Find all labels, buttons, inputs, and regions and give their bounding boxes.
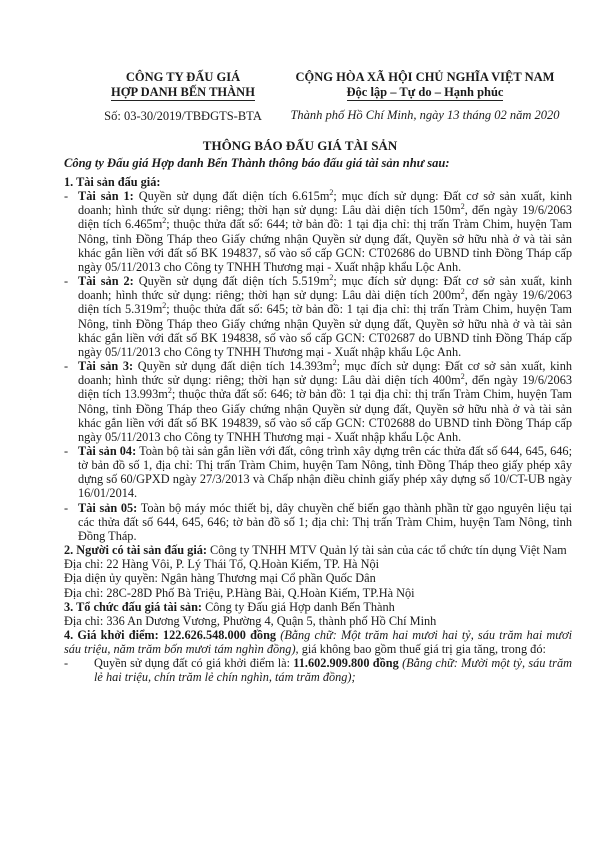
land-price-words: (Bằng chữ: Mười một tỷ, sáu trăm lẻ hai triệu, chín trăm lẻ chín nghìn, tám trăm đồng); [94,656,572,685]
auction-org: Công ty Đấu giá Hợp danh Bến Thành [202,599,395,614]
company-name-line1: CÔNG TY ĐẤU GIÁ [125,70,241,84]
starting-price-words: (Bằng chữ: Một trăm hai mươi hai tỷ, sáu trăm hai mươi sáu triệu, năm trăm bốn mươi tám nghìn đồng), [64,628,572,657]
land-price-item: - Quyền sử dụng đất có giá khởi điểm là: 11.602.909.800 đồng (Bằng chữ: Mười một tỷ, sáu trăm lẻ hai triệu, chín trăm lẻ chín nghìn, tám trăm đồng); [64,656,572,685]
asset-owner: Công ty TNHH MTV Quản lý tài sản của các tổ chức tín dụng Việt Nam [206,543,567,558]
asset-label: Tài sản 04: [78,443,137,458]
section-2-heading: 2. Người có tài sản đấu giá: [64,543,207,558]
national-header [280,70,570,123]
document-intro: Công ty Đấu giá Hợp danh Bến Thành thông báo đấu giá tài sản như sau: [64,156,450,170]
asset-label: Tài sản 05: [78,500,138,515]
owner-representative: Địa diện ủy quyền: Ngân hàng Thương mại Cổ phần Quốc Dân [64,571,376,586]
asset-item-4: - Tài sản 04: Toàn bộ tài sản gắn liền với đất, công trình xây dựng trên các thửa đất số 644, 645, 646; tờ bản đồ số 1, địa chỉ: Thị trấn Tràm Chim, huyện Tam Nông, tỉnh Đồng Tháp theo giấy phép xây dựng số 60/GPXD ngày 27/3/2013 và Chấp nhận điều chỉnh giấy phép xây dựng số 10/CT-UB ngày 16/01/2014. [64,443,572,501]
asset-item-5: - Tài sản 05: Toàn bộ máy móc thiết bị, dây chuyền chế biến gạo thành phần từ gạo nguyên liệu tại các thửa đất số 644, 645, 646; tờ bản đồ số 1; địa chỉ: Thị trấn Tràm Chim, huyện Tam Nông, tỉnh Đồng Tháp. [64,500,572,543]
section-4 [64,628,572,656]
land-price-value: 11.602.909.800 đồng [290,656,399,671]
document-title: THÔNG BÁO ĐẤU GIÁ TÀI SẢN [202,138,398,153]
company-name-line2: HỢP DANH BẾN THÀNH [111,85,255,99]
document-body [64,175,572,685]
section-4-heading: 4. Giá khởi điểm: [64,628,159,642]
section-1-heading: 1. Tài sản đấu giá: [64,175,161,189]
starting-price: 122.626.548.000 đồng [158,628,277,642]
asset-item-1: - Tài sản 1: Quyền sử dụng đất diện tích $6.615m^2$; mục đích sử dụng: Đất cơ sở sản xuất, kinh doanh; hình thức sử dụng: riêng; thời hạn sử dụng: Lâu dài diện tích $150m^2$, đến ngày 19/6/2063 diện tích $6.465m^2$; thuộc thửa đất số: 644; tờ bản đồ: 1 tại địa chỉ: thị trấn Tràm Chim, huyện Tam Nông, tỉnh Đồng Tháp theo Giấy chứng nhận Quyền sử dụng đất, Quyền sở hữu nhà ở và tài sản khác gắn liền với đất số BK 194837, số vào sổ cấp GCN: CT02686 do UBND tỉnh Đồng Tháp cấp ngày 05/11/2013 cho Công ty TNHH Thương mại - Xuất nhập khẩu Lộc Anh. [64,188,573,274]
asset-label: Tài sản 3: [78,359,134,374]
nation-motto: Độc lập – Tự do – Hạnh phúc [346,85,504,99]
document-date: Thành phố Hồ Chí Minh, ngày 13 tháng 02 năm 2020 [290,108,560,122]
section-2 [64,543,572,557]
price-note: giá không bao gồm thuế giá trị gia tăng, trong đó: [298,642,546,657]
owner-address: Địa chỉ: 22 Hàng Vôi, P. Lý Thái Tổ, Q.Hoàn Kiếm, TP. Hà Nội [64,557,380,572]
representative-address: Địa chỉ: 28C-28D Phố Bà Triệu, P.Hàng Bài, Q.Hoàn Kiếm, TP.Hà Nội [64,585,415,600]
asset-label: Tài sản 2: [78,274,134,289]
asset-item-3: - Tài sản 3: Quyền sử dụng đất diện tích $14.393m^2$; mục đích sử dụng: Đất cơ sở sản xuất, kinh doanh; hình thức sử dụng: riêng; thời hạn sử dụng: Lâu dài diện tích $400m^2$, đến ngày 19/6/2063 diện tích $13.993m^2$; thuộc thửa đất số: 646; tờ bản đồ: 1 tại địa chỉ: thị trấn Tràm Chim, huyện Tam Nông, tỉnh Đồng Tháp theo Giấy chứng nhận Quyền sử dụng đất, Quyền sở hữu nhà ở và tài sản khác gắn liền với đất số BK 194839, số vào sổ cấp GCN: CT02688 do UBND tỉnh Đồng Tháp cấp ngày 05/11/2013 cho Công ty TNHH Thương mại - Xuất nhập khẩu Lộc Anh. [64,357,573,444]
section-3 [64,600,572,614]
org-address: Địa chỉ: 336 An Dương Vương, Phường 4, Quận 5, thành phố Hồ Chí Minh [64,613,437,628]
company-header [88,70,278,124]
asset-item-2: - Tài sản 2: Quyền sử dụng đất diện tích $5.519m^2$; mục đích sử dụng: Đất cơ sở sản xuất, kinh doanh; hình thức sử dụng: riêng; thời hạn sử dụng: Lâu dài diện tích $200m^2$, đến ngày 19/6/2063 diện tích $5.319m^2$; thuộc thửa đất số: 645; tờ bản đồ: 1 tại địa chỉ: thị trấn Tràm Chim, huyện Tam Nông, tỉnh Đồng Tháp theo Giấy chứng nhận Quyền sử dụng đất, Quyền sở hữu nhà ở và tài sản khác gắn liền với đất số BK 194838, số vào sổ cấp GCN: CT02687 do UBND tỉnh Đồng Tháp cấp ngày 05/11/2013 cho Công ty TNHH Thương mại - Xuất nhập khẩu Lộc Anh. [64,273,573,359]
document-number: Số: 03-30/2019/TBĐGTS-BTA [104,109,262,123]
land-price-label: Quyền sử dụng đất có giá khởi điểm là: [94,656,290,671]
section-3-heading: 3. Tổ chức đấu giá tài sản: [64,599,202,614]
asset-label: Tài sản 1: [78,189,134,204]
nation-title: CỘNG HÒA XÃ HỘI CHỦ NGHĨA VIỆT NAM [295,70,555,84]
